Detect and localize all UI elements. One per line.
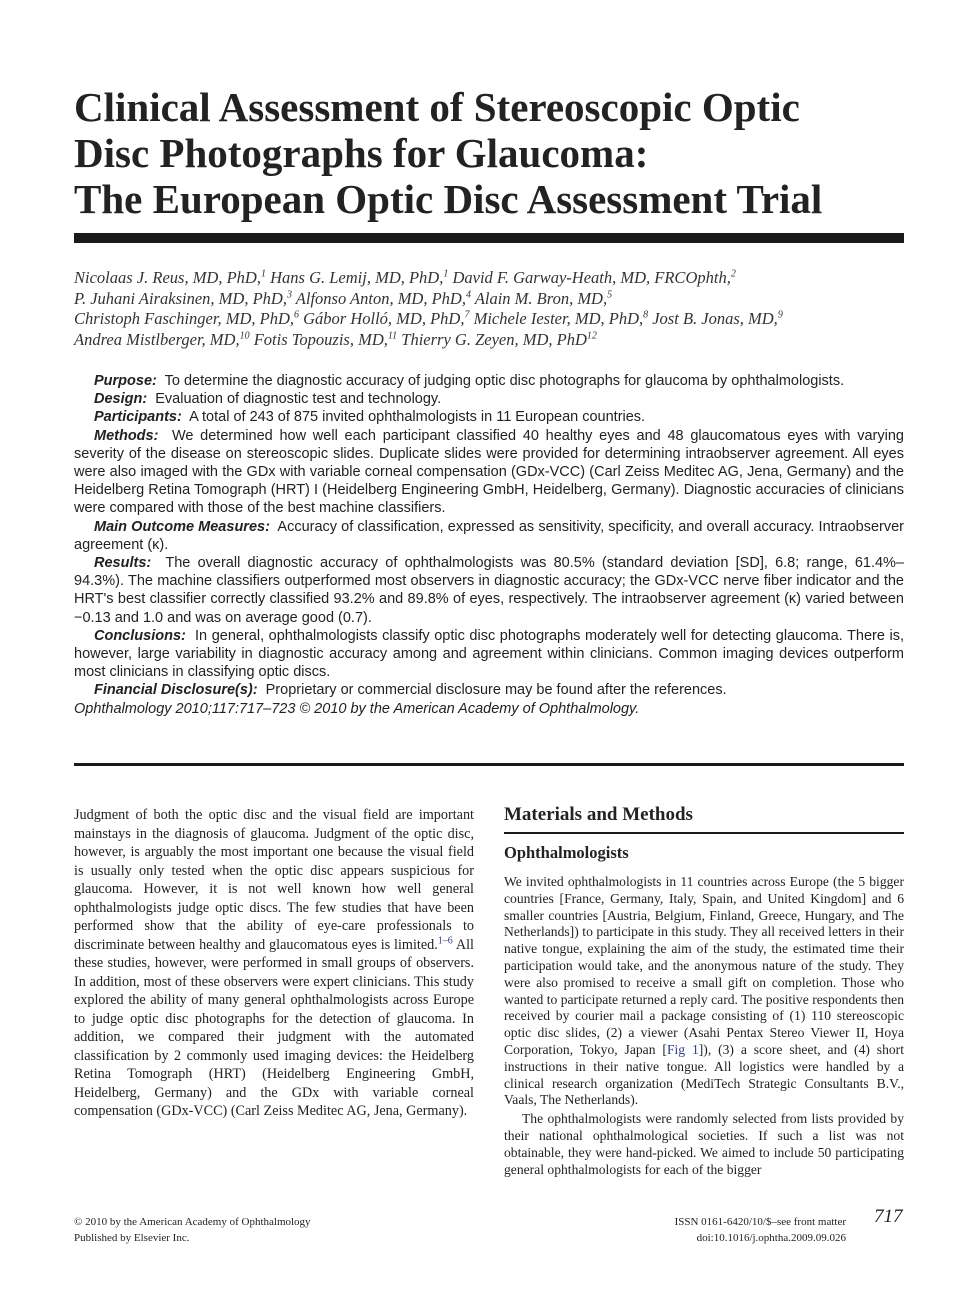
abstract-results (74, 554, 904, 627)
section-heading: Materials and Methods (504, 804, 693, 825)
abstract-text: Accuracy of classification, expressed as sensitivity, specificity, and overall accuracy. Intraobserver agreement (κ). (74, 518, 904, 553)
abstract-disclosure (74, 681, 904, 717)
abstract-label: Main Outcome Measures: (94, 518, 270, 535)
title-line: The European Optic Disc Assessment Trial (74, 176, 823, 222)
author-affiliation: 11 (387, 330, 398, 341)
abstract-label: Purpose: (94, 373, 157, 389)
author-name: David F. Garway-Heath, MD, FRCOphth, (452, 268, 731, 287)
methods-text: We invited ophthalmologists in 11 countries across Europe (the 5 bigger countries [France, Germany, Italy, Spain, and United Kingdom] and 6 smaller countries [Austria, Belgium, Finland, Greece, Hungary, and The Netherlands]) to participate in this study. They all received letters in their native tongue, explaining the aim of the study, the estimated time their participation would take, and the anonymous nature of the study. They were also promised to receive a small gift on completion. Those who wanted to participate returned a reply card. The positive respondents then received by courier mail a package consisting of (1) 110 stereoscopic optic disc slides, (2) a viewer (Asahi Pentax Stereo Viewer II, Hoya Corporation, Tokyo, Japan [ (504, 874, 904, 1057)
author-name: P. Juhani Airaksinen, MD, PhD, (74, 288, 287, 308)
journal-citation: Ophthalmology 2010;117:717–723 © 2010 by the American Academy of Ophthalmology. (74, 700, 640, 717)
intro-text: All these studies, however, were performed in small groups of observers. In addition, most of these observers were expert clinicians. This study explored the ability of many general ophthalmologists across Europe to judge optic disc photographs for the detection of glaucoma. In addition, we compared their judgment with the automated classification by 2 commonly used imaging devices: the Heidelberg Retina Tomograph (HRT) (Heidelberg Engineering GmbH, Heidelberg, Germany) and the GDx with variable corneal compensation (GDx-VCC) (Carl Zeiss Meditec AG, Jena, Germany). (74, 936, 474, 1119)
author-affiliation: 2 (730, 268, 736, 280)
page-number: 717 (874, 1206, 903, 1227)
author-affiliation: 4 (465, 289, 471, 300)
footer-right (640, 1214, 846, 1246)
publisher-notice: Published by Elsevier Inc. (74, 1232, 190, 1244)
left-column (74, 806, 474, 1121)
abstract-conclusions (74, 627, 904, 682)
abstract-label: Design: (94, 391, 148, 408)
author-affiliation: 10 (239, 330, 250, 341)
abstract-text: A total of 243 of 875 invited ophthalmologists in 11 European countries. (189, 409, 646, 426)
abstract-label: Participants: (94, 409, 182, 426)
abstract-text: In general, ophthalmologists classify optic disc photographs moderately well for detecting glaucoma. There is, however, large variability in diagnostic accuracy among and agreement within clinicians. Common imaging devices outperform most clinicians in classifying optic discs. (74, 627, 904, 681)
author-affiliation: 6 (294, 309, 299, 321)
subsection-heading: Ophthalmologists (504, 843, 629, 862)
author-affiliation: 1 (443, 268, 449, 280)
author-list (74, 268, 904, 350)
copyright-notice: © 2010 by the American Academy of Ophthalmology (74, 1216, 311, 1228)
reference-link[interactable]: 1–6 (437, 934, 453, 946)
author-name: Gábor Holló, MD, PhD, (303, 309, 465, 328)
abstract-text: Proprietary or commercial disclosure may be found after the references. (265, 682, 727, 699)
author-name: Hans G. Lemij, MD, PhD, (270, 268, 444, 287)
author-affiliation: 5 (607, 289, 613, 300)
abstract-label: Methods: (94, 427, 159, 444)
methods-paragraph (504, 874, 904, 1109)
author-affiliation: 8 (643, 309, 649, 321)
abstract-label: Results: (94, 555, 152, 572)
author-affiliation: 7 (464, 309, 470, 321)
doi: doi:10.1016/j.ophtha.2009.09.026 (696, 1232, 846, 1244)
author-name: Thierry G. Zeyen, MD, PhD (401, 329, 587, 349)
abstract-divider (74, 763, 904, 766)
footer-left (74, 1214, 311, 1246)
right-column (504, 802, 904, 1178)
author-affiliation: 3 (286, 289, 292, 300)
author-name: Michele Iester, MD, PhD, (473, 309, 644, 328)
abstract-text: To determine the diagnostic accuracy of judging optic disc photographs for glaucoma by ophthalmologists. (164, 373, 845, 389)
author-name: Alfonso Anton, MD, PhD, (295, 288, 466, 308)
author-affiliation: 9 (777, 309, 783, 321)
intro-paragraph (74, 806, 474, 1121)
author-affiliation: 1 (260, 268, 266, 280)
author-name: Andrea Mistlberger, MD, (74, 329, 240, 349)
issn: ISSN 0161-6420/10/$–see front matter (674, 1216, 846, 1228)
abstract-methods (74, 427, 904, 518)
author-line (74, 289, 904, 310)
abstract-label: Financial Disclosure(s): (94, 682, 258, 699)
author-name: Christoph Faschinger, MD, PhD, (74, 309, 294, 328)
author-name: Jost B. Jonas, MD, (652, 309, 778, 328)
author-line (74, 309, 904, 330)
methods-paragraph: The ophthalmologists were randomly selected from lists provided by their national ophthalmological societies. If such a list was not obtainable, they were hand-picked. We aimed to include 50 participating general ophthalmologists for each of the bigger (504, 1111, 904, 1177)
abstract (74, 372, 904, 718)
title-line: Disc Photographs for Glaucoma: (74, 130, 649, 176)
intro-text: Judgment of both the optic disc and the visual field are important mainstays in the diagnosis of glaucoma. Judgment of the optic disc, however, is arguably the most important one because the visual field is usually only tested when the optic disc appears suspicious for glaucoma. However, it is not well known how well general ophthalmologists judge optic discs. The few studies that have been performed show that the ability of eye-care professionals to discriminate between healthy and glaucomatous eyes is limited. (74, 807, 474, 953)
author-line (74, 330, 904, 351)
abstract-label: Conclusions: (94, 627, 186, 644)
abstract-text: Evaluation of diagnostic test and technology. (155, 391, 442, 408)
abstract-design (74, 390, 904, 408)
abstract-outcome (74, 518, 904, 554)
title-line: Clinical Assessment of Stereoscopic Optic (74, 84, 800, 130)
abstract-participants (74, 408, 904, 426)
figure-link[interactable]: Fig 1 (666, 1041, 699, 1057)
section-divider (504, 832, 904, 834)
title-divider (74, 233, 904, 243)
abstract-text: We determined how well each participant classified 40 healthy eyes and 48 glaucomatous eyes with varying severity of the disease on stereoscopic slides. Duplicate slides were provided for determining intraobserver agreement. All eyes were also imaged with the GDx with variable corneal compensation (GDx-VCC) (Carl Zeiss Meditec AG, Jena, Germany) and the Heidelberg Retina Tomograph (HRT) I (Heidelberg Engineering GmbH, Heidelberg, Germany). Diagnostic accuracies of clinicians were compared with those of the best machine classifiers. (74, 427, 904, 517)
abstract-purpose (74, 372, 904, 390)
abstract-text: The overall diagnostic accuracy of ophthalmologists was 80.5% (standard deviation [SD], 6.8; range, 61.4%–94.3%). The machine classifiers outperformed most observers in diagnostic accuracy; the GDx-VCC nerve fiber indicator and the HRT's best classifier correctly classified 93.2% and 89.8% of eyes, respectively. The intraobserver agreement (κ) varied between −0.13 and 1.0 and was on average good (0.7). (74, 555, 904, 626)
methods-text: ]), (3) a score sheet, and (4) short instructions in their native tongue. All logistics were handled by a clinical research organization (MediTech Strategic Consultants B.V., Vaals, The Netherlands). (504, 1041, 904, 1108)
article-title (74, 84, 914, 222)
author-affiliation: 12 (586, 330, 597, 341)
author-name: Fotis Topouzis, MD, (253, 329, 388, 349)
author-line (74, 268, 904, 289)
author-name: Alain M. Bron, MD, (474, 288, 608, 308)
author-name: Nicolaas J. Reus, MD, PhD, (74, 268, 261, 287)
